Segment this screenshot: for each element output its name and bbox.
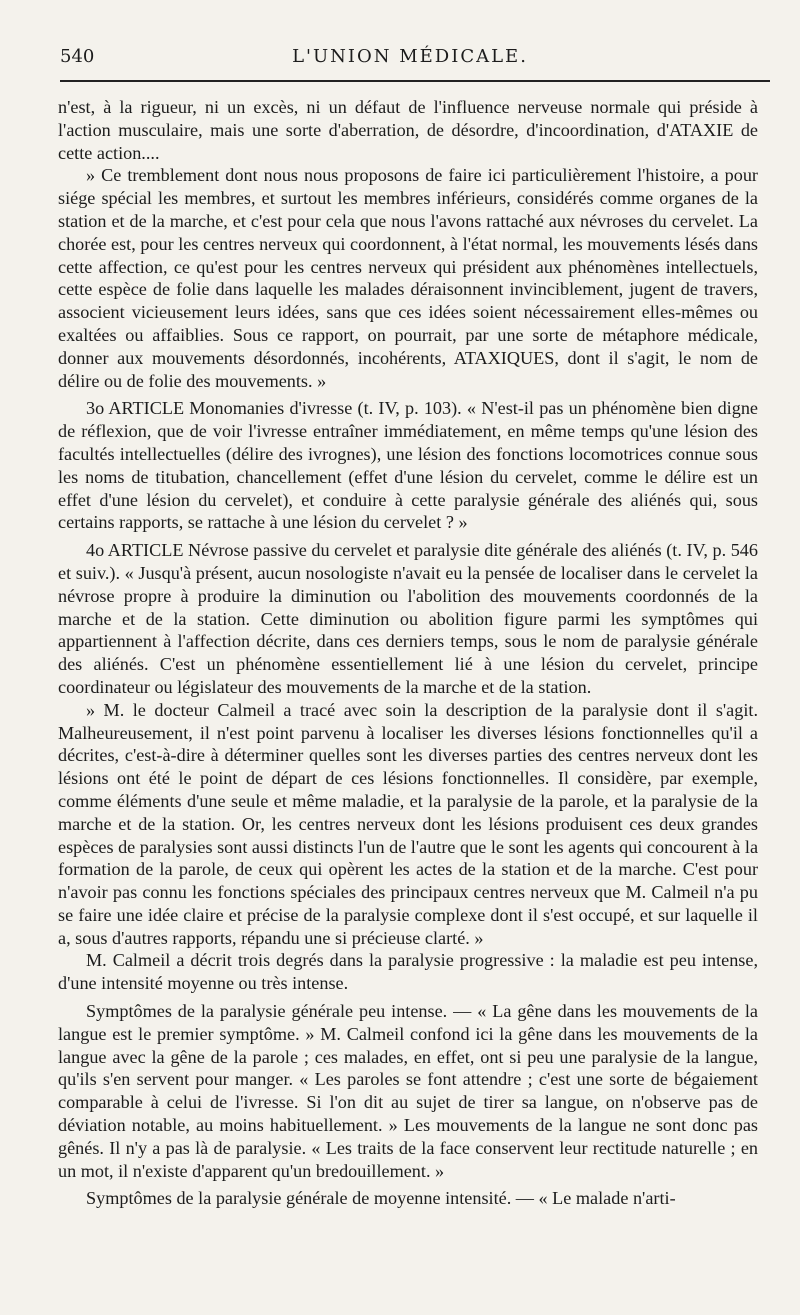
page-header	[60, 36, 760, 76]
paragraph-4: 4o ARTICLE Névrose passive du cervelet et paralysie dite générale des aliénés (t. IV, p. 546 et suiv.). « Jusqu'à présent, aucun nosologiste n'avait eu la pensée de localiser dans le cervelet la névrose propre à produire la diminution ou l'abolition des mouvements coordonnés de la marche et de la station. Cette diminution ou abolition figure parmi les symptômes qui appartiennent à l'affection décrite, dans ces derniers temps, sous le nom de paralysie générale des aliénés. C'est un phénomène essentiellement lié à une lésion du cervelet, principe coordinateur ou législateur des mouvements de la marche et de la station.	[58, 540, 758, 697]
paragraph-6: M. Calmeil a décrit trois degrés dans la paralysie progressive : la maladie est peu intense, d'une intensité moyenne ou très intense.	[58, 950, 758, 994]
page-number: 540	[60, 46, 95, 67]
paragraph-1: n'est, à la rigueur, ni un excès, ni un défaut de l'influence nerveuse normale qui préside à l'action musculaire, mais une sorte d'aberration, de désordre, d'incoordination, d'ATAXIE de cette action....	[58, 97, 758, 163]
paragraph-8: Symptômes de la paralysie générale de moyenne intensité. — « Le malade n'arti-	[86, 1188, 676, 1209]
paragraph-5: » M. le docteur Calmeil a tracé avec soin la description de la paralysie dont il s'agit. Malheureusement, il n'est point parvenu à localiser les diverses lésions fonctionnelles qu'il a décrites, c'est-à-dire à déterminer quelles sont les diverses parties des centres nerveux dont les lésions ont été le point de départ de ces lésions fonctionnelles. Il considère, par exemple, comme éléments d'une seule et même maladie, et la paralysie de la parole, et la paralysie de la marche et de la station. Or, les centres nerveux dont les lésions produisent ces deux grandes espèces de paralysies sont aussi distincts l'un de l'autre que le sont les agents qui concourent à la formation de la parole, de ceux qui opèrent les actes de la station et de la marche. C'est pour n'avoir pas connu les fonctions spéciales des principaux centres nerveux que M. Calmeil n'a pu se faire une idée claire et précise de la paralysie complexe dont il s'est occupé, et sur laquelle il a, sous d'autres rapports, répandu une si précieuse clarté. »	[58, 699, 759, 948]
running-title: L'UNION MÉDICALE.	[292, 46, 528, 67]
paragraph-2: » Ce tremblement dont nous nous proposons de faire ici particulièrement l'histoire, a pour siége spécial les membres, et surtout les membres inférieurs, considérés comme organes de la station et de la marche, et c'est pour cela que nous l'avons rattaché aux névroses du cervelet. La chorée est, pour les centres nerveux qui coordonnent, à l'état normal, les mouvements lésés dans cette affection, ce qu'est pour les centres nerveux qui président aux phénomènes intellectuels, cette espèce de folie dans laquelle les malades déraisonnent invinciblement, jugent de travers, associent vicieusement leurs idées, sans que ces idées soient nécessairement elles-mêmes ou exaltées ou affaiblies. Sous ce rapport, on pourrait, par une sorte de métaphore médicale, donner aux mouvements désordonnés, incohérents, ATAXIQUES, dont il s'agit, le nom de délire ou de folie des mouvements. »	[58, 165, 758, 391]
paragraph-3: 3o ARTICLE Monomanies d'ivresse (t. IV, p. 103). « N'est-il pas un phénomène bien digne de réflexion, que de voir l'ivresse entraîner immédiatement, en même temps qu'une lésion des facultés intellectuelles (délire des ivrognes), une lésion des fonctions locomotrices connue sous les noms de titubation, chancellement (effet d'une lésion du cervelet, comme le délire est un effet d'une lésion du cervelet), et conduire à cette paralysie générale des aliénés qui, sous certains rapports, se rattache à une lésion du cervelet ? »	[58, 398, 758, 533]
paragraph-7: Symptômes de la paralysie générale peu intense. — « La gêne dans les mouvements de la langue est le premier symptôme. » M. Calmeil confond ici la gêne dans les mouvements de la langue avec la gêne de la parole ; ces malades, en effet, ont si peu une paralysie de la langue, qu'ils s'en servent pour manger. « Les paroles se font attendre ; c'est une sorte de bégaiement comparable à celui de l'ivresse. Si l'on dit au sujet de tirer sa langue, on n'observe pas de déviation notable, au moins habituellement. » Les mouvements de la langue ne sont donc pas gênés. Il n'y a pas là de paralysie. « Les traits de la face conservent leur rectitude naturelle ; en un mot, il n'existe d'apparent qu'un bredouillement. »	[58, 1001, 758, 1181]
header-rule	[60, 80, 770, 82]
body-text	[58, 96, 758, 1210]
